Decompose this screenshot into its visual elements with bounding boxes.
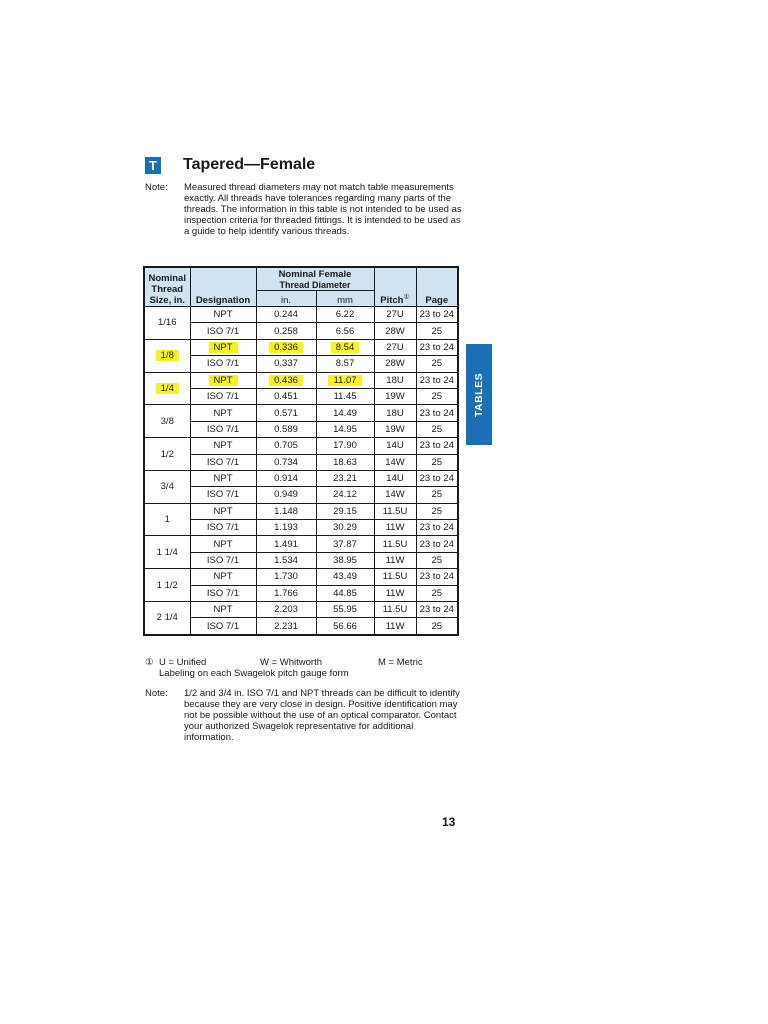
section-title: Tapered—Female xyxy=(183,156,316,173)
page-cell xyxy=(416,487,458,503)
designation-value: NPT xyxy=(213,538,233,550)
pitch-value: 11W xyxy=(385,620,405,632)
pitch-cell xyxy=(374,585,416,601)
size-cell xyxy=(144,438,190,471)
pitch-value: 14U xyxy=(386,440,404,452)
in-cell xyxy=(256,585,316,601)
mm-cell xyxy=(316,487,374,503)
mm-cell xyxy=(316,372,374,388)
pitch-cell xyxy=(374,339,416,355)
in-cell xyxy=(256,536,316,552)
pitch-cell xyxy=(374,520,416,536)
header-size-line3: Size, in. xyxy=(149,295,185,306)
in-value: 0.336 xyxy=(269,342,303,353)
note-label: Note: xyxy=(145,182,168,193)
designation-value: ISO 7/1 xyxy=(206,391,240,403)
mm-value: 18.63 xyxy=(333,456,357,468)
pitch-cell xyxy=(374,372,416,388)
size-value: 1/16 xyxy=(158,317,177,329)
in-value: 1.148 xyxy=(274,505,298,517)
table-row xyxy=(144,307,458,323)
page-cell xyxy=(416,470,458,486)
page-cell xyxy=(416,454,458,470)
header-size-line1: Nominal xyxy=(148,273,186,284)
designation-cell xyxy=(190,552,256,568)
designation-cell xyxy=(190,438,256,454)
mm-value: 8.54 xyxy=(331,342,360,353)
size-value: 1 1/2 xyxy=(156,579,178,591)
in-value: 1.534 xyxy=(274,555,298,567)
in-cell xyxy=(256,618,316,635)
pitch-cell xyxy=(374,323,416,339)
size-value: 1/8 xyxy=(156,350,179,361)
header-in: in. xyxy=(256,291,316,307)
page-cell xyxy=(416,503,458,519)
page-cell xyxy=(416,421,458,437)
mm-cell xyxy=(316,307,374,323)
page-value: 25 xyxy=(431,587,443,599)
header-designation: Designation xyxy=(190,267,256,307)
designation-value: ISO 7/1 xyxy=(206,555,240,567)
pitch-value: 14W xyxy=(385,489,405,501)
pitch-cell xyxy=(374,405,416,421)
size-cell xyxy=(144,405,190,438)
header-size-line2: Thread xyxy=(151,284,184,295)
header-diameter-line1: Nominal Female xyxy=(278,268,352,280)
mm-cell xyxy=(316,618,374,635)
table-row xyxy=(144,454,458,470)
mm-cell xyxy=(316,388,374,404)
pitch-value: 19W xyxy=(385,423,405,435)
designation-value: ISO 7/1 xyxy=(206,358,240,370)
tables-tab-label: TABLES xyxy=(473,372,485,417)
tables-side-tab[interactable] xyxy=(466,344,492,445)
footnote-whitworth: W = Whitworth xyxy=(260,657,323,668)
in-value: 0.589 xyxy=(274,423,298,435)
mm-cell xyxy=(316,438,374,454)
designation-cell xyxy=(190,503,256,519)
mm-value: 24.12 xyxy=(333,489,357,501)
page-value: 23 to 24 xyxy=(419,407,454,419)
pitch-value: 27U xyxy=(386,341,404,353)
size-value: 1 1/4 xyxy=(156,546,178,558)
table-row xyxy=(144,585,458,601)
pitch-cell xyxy=(374,503,416,519)
designation-value: NPT xyxy=(209,375,238,386)
mm-cell xyxy=(316,552,374,568)
in-cell xyxy=(256,372,316,388)
designation-value: ISO 7/1 xyxy=(206,456,240,468)
mm-value: 11.07 xyxy=(328,375,361,386)
pitch-value: 14U xyxy=(386,473,404,485)
table-row xyxy=(144,552,458,568)
size-value: 2 1/4 xyxy=(156,612,178,624)
designation-cell xyxy=(190,339,256,355)
in-cell xyxy=(256,388,316,404)
page-cell xyxy=(416,339,458,355)
mm-value: 30.29 xyxy=(333,522,357,534)
mm-value: 43.49 xyxy=(333,571,357,583)
page-value: 25 xyxy=(431,325,443,337)
pitch-value: 11.5U xyxy=(382,538,408,550)
in-cell xyxy=(256,552,316,568)
table-row xyxy=(144,520,458,536)
pitch-cell xyxy=(374,487,416,503)
in-cell xyxy=(256,470,316,486)
pitch-cell xyxy=(374,356,416,372)
in-cell xyxy=(256,421,316,437)
size-cell xyxy=(144,470,190,503)
footnote-unified: U = Unified xyxy=(159,657,207,668)
in-value: 0.949 xyxy=(274,489,298,501)
footnote-labeling: Labeling on each Swagelok pitch gauge form xyxy=(159,668,349,679)
size-value: 1/4 xyxy=(156,383,179,394)
mm-value: 38.95 xyxy=(333,555,357,567)
size-cell xyxy=(144,569,190,602)
designation-value: NPT xyxy=(213,407,233,419)
page-cell xyxy=(416,602,458,618)
size-value: 1 xyxy=(164,514,170,526)
mm-cell xyxy=(316,585,374,601)
size-value: 3/4 xyxy=(160,481,174,493)
in-value: 1.193 xyxy=(274,522,298,534)
in-value: 0.705 xyxy=(274,440,298,452)
mm-cell xyxy=(316,569,374,585)
pitch-value: 11W xyxy=(385,522,405,534)
pitch-value: 11W xyxy=(385,555,405,567)
in-cell xyxy=(256,323,316,339)
table-row xyxy=(144,618,458,635)
mm-cell xyxy=(316,602,374,618)
in-cell xyxy=(256,454,316,470)
page-cell xyxy=(416,372,458,388)
pitch-value: 11W xyxy=(385,587,405,599)
page-cell xyxy=(416,552,458,568)
page-number: 13 xyxy=(442,815,456,829)
page-value: 23 to 24 xyxy=(419,440,454,452)
designation-value: NPT xyxy=(209,342,238,353)
mm-cell xyxy=(316,536,374,552)
page-value: 23 to 24 xyxy=(419,341,454,353)
page-value: 23 to 24 xyxy=(419,571,454,583)
designation-value: NPT xyxy=(213,505,233,517)
designation-cell xyxy=(190,569,256,585)
intro-note xyxy=(145,182,465,237)
header-pitch xyxy=(374,267,416,307)
mm-value: 44.85 xyxy=(333,587,357,599)
header-diameter-line2: Thread Diameter xyxy=(279,279,351,290)
mm-cell xyxy=(316,454,374,470)
designation-cell xyxy=(190,618,256,635)
mm-cell xyxy=(316,503,374,519)
designation-cell xyxy=(190,454,256,470)
thread-table xyxy=(143,266,459,636)
closing-note xyxy=(145,688,465,743)
in-cell xyxy=(256,438,316,454)
header-page: Page xyxy=(416,267,458,307)
page-value: 25 xyxy=(431,456,443,468)
table-row xyxy=(144,372,458,388)
designation-cell xyxy=(190,372,256,388)
designation-cell xyxy=(190,356,256,372)
in-value: 0.244 xyxy=(274,309,298,321)
page-value: 25 xyxy=(431,505,443,517)
table-row xyxy=(144,356,458,372)
table-row xyxy=(144,421,458,437)
page-value: 23 to 24 xyxy=(419,538,454,550)
table-row xyxy=(144,487,458,503)
pitch-value: 28W xyxy=(385,358,405,370)
in-value: 1.730 xyxy=(274,571,298,583)
pitch-cell xyxy=(374,438,416,454)
header-size xyxy=(144,267,190,307)
note-label: Note: xyxy=(145,688,168,699)
mm-cell xyxy=(316,405,374,421)
mm-value: 6.56 xyxy=(335,325,355,337)
mm-cell xyxy=(316,339,374,355)
page-cell xyxy=(416,438,458,454)
mm-value: 56.66 xyxy=(333,620,357,632)
page-value: 25 xyxy=(431,620,443,632)
in-cell xyxy=(256,520,316,536)
in-value: 0.337 xyxy=(274,358,298,370)
designation-value: ISO 7/1 xyxy=(206,620,240,632)
designation-value: ISO 7/1 xyxy=(206,423,240,435)
in-cell xyxy=(256,405,316,421)
page-value: 23 to 24 xyxy=(419,604,454,616)
pitch-cell xyxy=(374,421,416,437)
in-value: 2.231 xyxy=(274,620,298,632)
in-cell xyxy=(256,307,316,323)
in-value: 0.258 xyxy=(274,325,298,337)
pitch-cell xyxy=(374,602,416,618)
pitch-cell xyxy=(374,388,416,404)
pitch-footnote xyxy=(145,657,465,679)
page-value: 25 xyxy=(431,489,443,501)
in-value: 0.914 xyxy=(274,473,298,485)
pitch-value: 27U xyxy=(386,309,404,321)
mm-cell xyxy=(316,470,374,486)
in-cell xyxy=(256,602,316,618)
page-cell xyxy=(416,569,458,585)
in-value: 2.203 xyxy=(274,604,298,616)
size-cell xyxy=(144,536,190,569)
page-value: 25 xyxy=(431,391,443,403)
pitch-value: 18U xyxy=(386,407,404,419)
page-cell xyxy=(416,618,458,635)
table-row xyxy=(144,470,458,486)
note-text: Measured thread diameters may not match table measurements exactly. All threads have tolerances regarding many parts of the threads. The information in this table is not intended to be used as inspection criteria for threaded fittings. It is intended to be used as a guide to help identify various threads. xyxy=(184,182,462,237)
pitch-cell xyxy=(374,470,416,486)
pitch-cell xyxy=(374,552,416,568)
designation-cell xyxy=(190,602,256,618)
designation-value: ISO 7/1 xyxy=(206,489,240,501)
designation-cell xyxy=(190,487,256,503)
page-value: 25 xyxy=(431,555,443,567)
size-cell xyxy=(144,339,190,372)
pitch-cell xyxy=(374,618,416,635)
thread-table-body xyxy=(144,307,458,635)
page-cell xyxy=(416,536,458,552)
in-cell xyxy=(256,356,316,372)
designation-value: ISO 7/1 xyxy=(206,325,240,337)
mm-value: 8.57 xyxy=(335,358,355,370)
mm-value: 6.22 xyxy=(335,309,355,321)
size-cell xyxy=(144,602,190,635)
in-value: 0.451 xyxy=(274,391,298,403)
header-mm: mm xyxy=(316,291,374,307)
designation-value: ISO 7/1 xyxy=(206,587,240,599)
mm-value: 14.95 xyxy=(333,423,357,435)
page-value: 23 to 24 xyxy=(419,309,454,321)
mm-value: 55.95 xyxy=(333,604,357,616)
pitch-value: 28W xyxy=(385,325,405,337)
pitch-cell xyxy=(374,454,416,470)
designation-value: NPT xyxy=(213,473,233,485)
in-cell xyxy=(256,569,316,585)
designation-cell xyxy=(190,470,256,486)
page-value: 25 xyxy=(431,423,443,435)
page-cell xyxy=(416,585,458,601)
pitch-value: 18U xyxy=(386,374,404,386)
table-row xyxy=(144,405,458,421)
header-diameter xyxy=(256,267,374,291)
header-pitch-label: Pitch xyxy=(380,295,404,306)
in-cell xyxy=(256,503,316,519)
table-row xyxy=(144,388,458,404)
in-cell xyxy=(256,487,316,503)
mm-value: 37.87 xyxy=(333,538,357,550)
mm-value: 14.49 xyxy=(333,407,357,419)
pitch-footnote-mark: ① xyxy=(403,293,410,301)
pitch-value: 11.5U xyxy=(382,571,408,583)
designation-value: NPT xyxy=(213,440,233,452)
mm-cell xyxy=(316,421,374,437)
mm-value: 29.15 xyxy=(333,505,357,517)
in-cell xyxy=(256,339,316,355)
designation-value: NPT xyxy=(213,604,233,616)
size-cell xyxy=(144,307,190,340)
pitch-value: 11.5U xyxy=(382,604,408,616)
in-value: 1.491 xyxy=(274,538,298,550)
page-cell xyxy=(416,405,458,421)
note-text: 1/2 and 3/4 in. ISO 7/1 and NPT threads can be difficult to identify because they are very close in design. Positive identification may not be possible without the use of an optical comparator. Contact your authorized Swagelok representative for additional information. xyxy=(184,688,460,743)
table-row xyxy=(144,339,458,355)
page-cell xyxy=(416,323,458,339)
page-cell xyxy=(416,520,458,536)
in-value: 1.766 xyxy=(274,587,298,599)
section-badge: T xyxy=(145,157,161,174)
page-cell xyxy=(416,307,458,323)
mm-value: 11.45 xyxy=(333,391,357,403)
page-value: 23 to 24 xyxy=(419,473,454,485)
pitch-cell xyxy=(374,307,416,323)
designation-value: ISO 7/1 xyxy=(206,522,240,534)
table-row xyxy=(144,323,458,339)
pitch-cell xyxy=(374,569,416,585)
page-cell xyxy=(416,388,458,404)
in-value: 0.571 xyxy=(274,407,298,419)
designation-cell xyxy=(190,536,256,552)
mm-value: 17.90 xyxy=(333,440,357,452)
footnote-marker: ① xyxy=(145,657,154,668)
designation-cell xyxy=(190,307,256,323)
table-row xyxy=(144,569,458,585)
pitch-value: 19W xyxy=(385,391,405,403)
footnote-metric: M = Metric xyxy=(378,657,423,668)
table-row xyxy=(144,536,458,552)
size-cell xyxy=(144,372,190,405)
designation-cell xyxy=(190,421,256,437)
designation-value: NPT xyxy=(213,309,233,321)
designation-value: NPT xyxy=(213,571,233,583)
table-row xyxy=(144,438,458,454)
page-value: 23 to 24 xyxy=(419,374,454,386)
mm-cell xyxy=(316,520,374,536)
pitch-cell xyxy=(374,536,416,552)
mm-value: 23.21 xyxy=(333,473,357,485)
page-value: 25 xyxy=(431,358,443,370)
table-row xyxy=(144,602,458,618)
in-value: 0.734 xyxy=(274,456,298,468)
table-row xyxy=(144,503,458,519)
designation-cell xyxy=(190,323,256,339)
page-value: 23 to 24 xyxy=(419,522,454,534)
mm-cell xyxy=(316,323,374,339)
size-value: 1/2 xyxy=(160,448,174,460)
in-value: 0.436 xyxy=(269,375,303,386)
pitch-value: 11.5U xyxy=(382,505,408,517)
designation-cell xyxy=(190,520,256,536)
page-cell xyxy=(416,356,458,372)
mm-cell xyxy=(316,356,374,372)
designation-cell xyxy=(190,388,256,404)
designation-cell xyxy=(190,585,256,601)
size-cell xyxy=(144,503,190,536)
size-value: 3/8 xyxy=(160,415,174,427)
pitch-value: 14W xyxy=(385,456,405,468)
designation-cell xyxy=(190,405,256,421)
